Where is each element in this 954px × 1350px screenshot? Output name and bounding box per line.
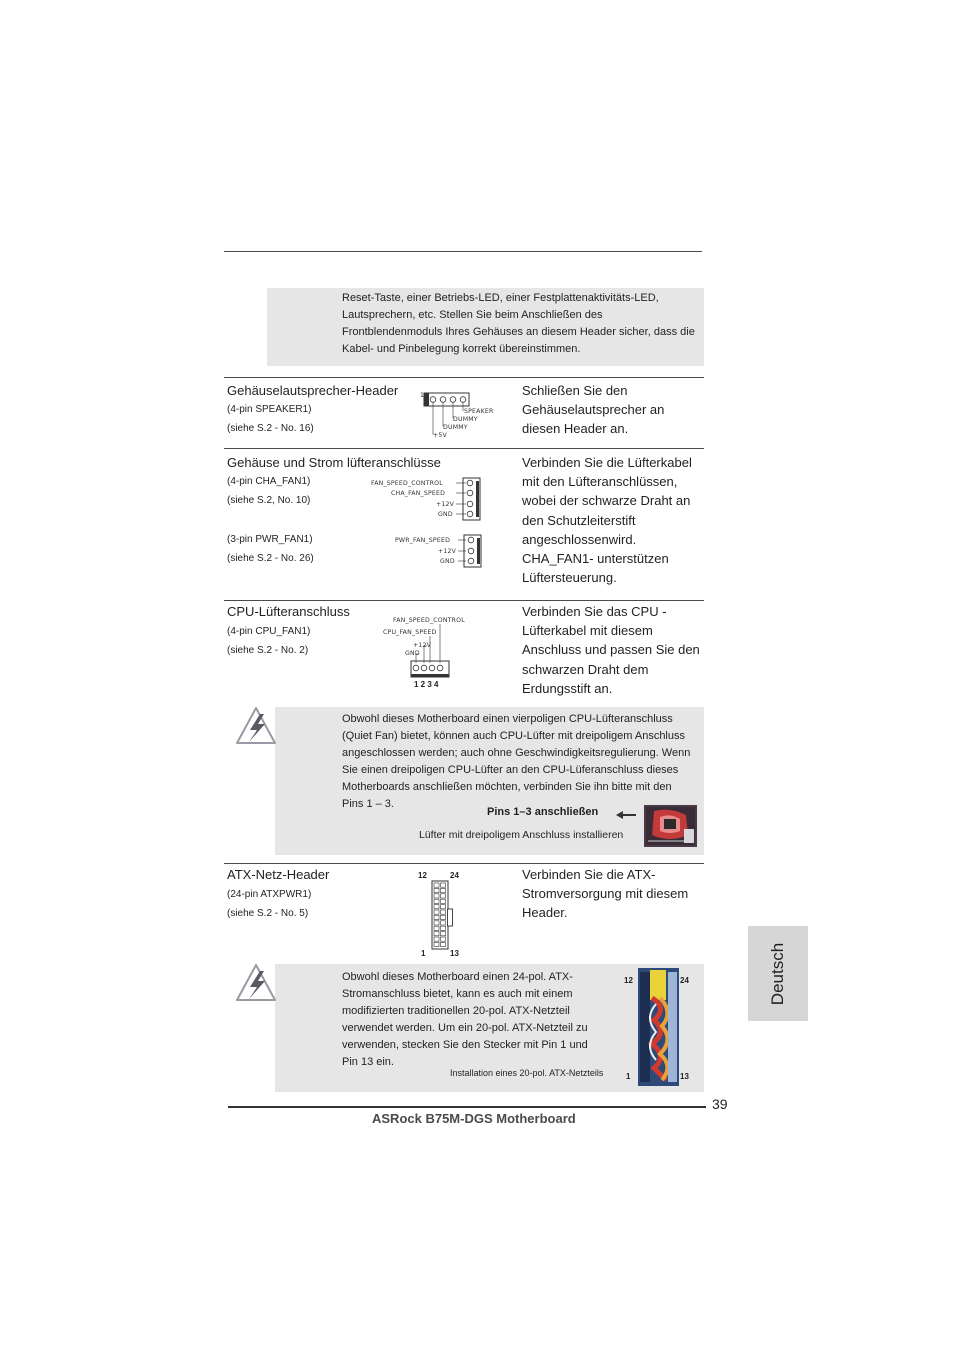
cpu-fan-desc: Verbinden Sie das CPU - Lüfterkabel mit diesem Anschluss und passen Sie den schwarzen Draht dem Erdungsstift an. <box>522 604 700 696</box>
cpu-label-12v: +12V <box>413 642 432 649</box>
atx-num-1: 1 <box>421 949 426 958</box>
cpu-fan-title: CPU-Lüfteranschluss <box>227 604 350 619</box>
cha-fan-pin: (4-pin CHA_FAN1) <box>227 476 311 487</box>
atx-title: ATX-Netz-Header <box>227 867 330 882</box>
language-tab-label: Deutsch <box>768 942 787 1005</box>
fans-title: Gehäuse und Strom lüfteranschlüsse <box>227 455 441 470</box>
atx-note-text: Obwohl dieses Motherboard einen 24-pol. ATX- Stromanschluss bietet, kann es auch mit einem modifizierten traditionellen 20-pol. ATX-Netzteil verwendet werden. Um ein 20-pol. ATX-Netzteil zu verwenden, stecken Sie den Stecker mit Pin 1 und Pin 13 ein. <box>342 971 588 1068</box>
atx-num-24: 24 <box>450 871 459 880</box>
cha-fan-ref: (siehe S.2, No. 10) <box>227 495 311 506</box>
arrow-left-icon <box>615 810 637 820</box>
atx-photo-num-1: 1 <box>626 1072 631 1081</box>
atx-photo-num-12: 12 <box>624 976 633 985</box>
cha-fan-diagram <box>368 476 484 522</box>
pins-caption: Pins 1–3 anschließen <box>487 806 599 818</box>
speaker-desc: Schließen Sie den Gehäuselautsprecher an diesen Header an. <box>522 383 665 437</box>
footer-product: ASRock B75M-DGS Motherboard <box>372 1111 576 1126</box>
cha-label-gnd: GND <box>438 511 453 518</box>
speaker-header-diagram <box>416 388 496 440</box>
warning-icon <box>235 963 277 1003</box>
pwr-fan-diagram <box>392 533 484 569</box>
speaker-rule <box>224 377 704 378</box>
atx-install-caption: Installation eines 20-pol. ATX-Netzteils <box>450 1068 604 1078</box>
install-caption: Lüfter mit dreipoligem Anschluss installieren <box>419 829 624 841</box>
fan-connector-photo <box>644 805 697 847</box>
speaker-ref: (siehe S.2 - No. 16) <box>227 423 314 434</box>
cpu-label-fsc: FAN_SPEED_CONTROL <box>393 617 465 624</box>
pwr-label-speed: PWR_FAN_SPEED <box>395 537 451 544</box>
atx-pin: (24-pin ATXPWR1) <box>227 889 312 900</box>
pwr-label-12v: +12V <box>438 548 457 555</box>
cpu-fan-diagram <box>380 613 474 691</box>
cha-label-fsc: FAN_SPEED_CONTROL <box>371 480 443 487</box>
speaker-label-5v: +5V <box>433 432 447 439</box>
cpu-label-speed: CPU_FAN_SPEED <box>383 629 437 636</box>
pwr-fan-ref: (siehe S.2 - No. 26) <box>227 553 314 564</box>
atx-header-diagram <box>428 880 454 950</box>
speaker-pin: (4-pin SPEAKER1) <box>227 404 312 415</box>
atx-photo-num-13: 13 <box>680 1072 689 1081</box>
speaker-pin1-label: 1 <box>420 392 425 399</box>
speaker-label-speaker: SPEAKER <box>464 408 494 415</box>
cha-label-speed: CHA_FAN_SPEED <box>391 490 446 497</box>
speaker-label-dummy2: DUMMY <box>443 424 468 431</box>
atx-ref: (siehe S.2 - No. 5) <box>227 908 309 919</box>
warning-icon <box>235 706 277 746</box>
fans-desc: Verbinden Sie die Lüfterkabel mit den Lüfteranschlüssen, wobei der schwarze Draht an den Schutzleiterstift angeschlossenwird. CHA_FAN1- unterstützen Lüftersteuerung. <box>522 455 692 586</box>
atx-connector-photo <box>638 968 679 1086</box>
cpu-fan-rule <box>224 600 704 601</box>
atx-desc: Verbinden Sie die ATX- Stromversorgung mit diesem Header. <box>522 867 689 921</box>
atx-num-13: 13 <box>450 949 459 958</box>
atx-photo-num-24: 24 <box>680 976 689 985</box>
cpu-note-text: Obwohl dieses Motherboard einen vierpoligen CPU-Lüfteranschluss (Quiet Fan) bietet, können auch CPU-Lüfter mit dreipoligem Anschluss angeschlossen werden; auch ohne Geschwindigkeitsregulierung. Wenn Sie einen dreipoligen CPU-Lüfter an den CPU-Lüferanschluss dieses Motherboards anschließen möchten, verbinden Sie ihn bitte mit den Pins 1 – 3. <box>342 713 691 810</box>
atx-rule <box>224 863 704 864</box>
intro-note-text: Reset-Taste, einer Betriebs-LED, einer Festplattenaktivitäts-LED, Lautsprechern, etc. Stellen Sie beim Anschließen des Frontblendenmoduls Ihres Gehäuses an diesem Header sicher, dass die Kabel- und Pinbelegung korrekt übereinstimmen. <box>342 292 695 355</box>
footer-rule <box>228 1106 706 1108</box>
page-number: 39 <box>712 1096 728 1112</box>
atx-num-12: 12 <box>418 871 427 880</box>
fans-rule <box>224 448 704 449</box>
speaker-label-dummy1: DUMMY <box>453 416 478 423</box>
pwr-fan-pin: (3-pin PWR_FAN1) <box>227 534 313 545</box>
pwr-label-gnd: GND <box>440 558 455 565</box>
speaker-title: Gehäuselautsprecher-Header <box>227 383 399 398</box>
cha-label-12v: +12V <box>436 501 455 508</box>
cpu-fan-ref: (siehe S.2 - No. 2) <box>227 645 309 656</box>
top-rule <box>224 251 702 252</box>
cpu-fan-pin: (4-pin CPU_FAN1) <box>227 626 311 637</box>
language-tab <box>748 926 808 1021</box>
cpu-pin-numbers: 1 2 3 4 <box>414 680 439 689</box>
cpu-label-gnd: GND <box>405 650 420 657</box>
